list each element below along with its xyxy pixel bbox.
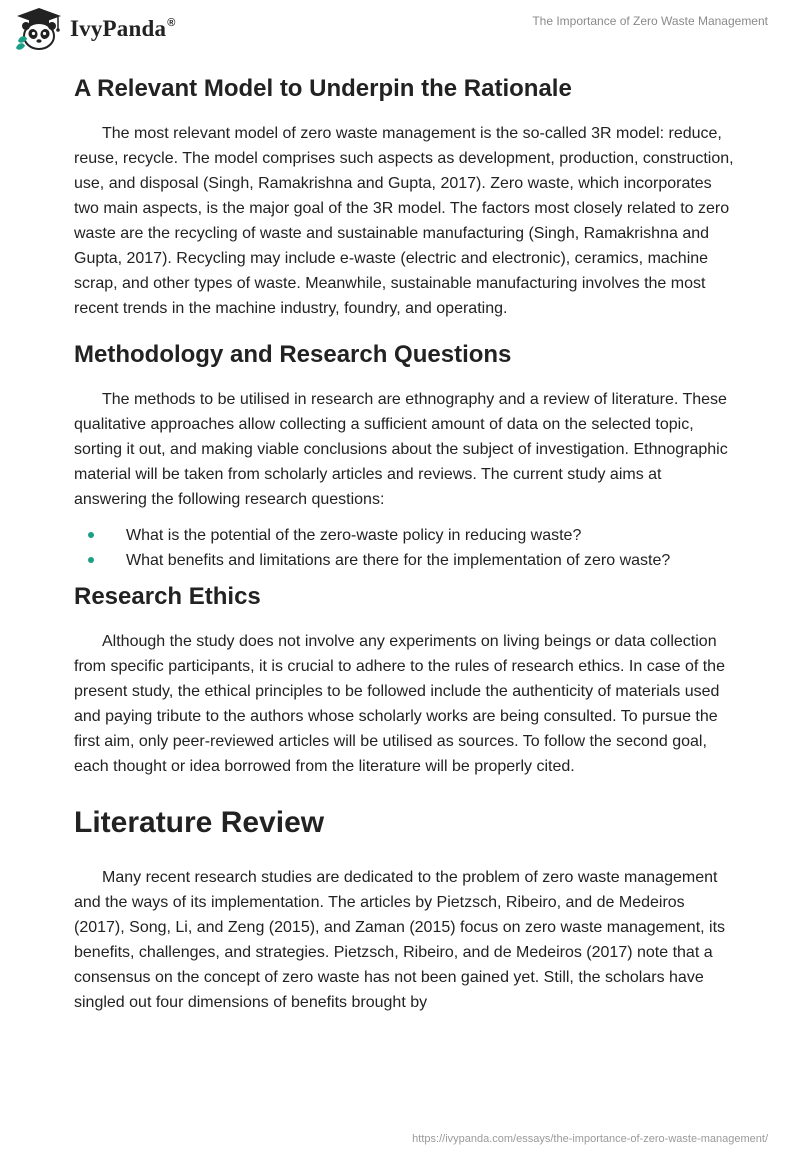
panda-graduate-icon <box>14 7 64 51</box>
logo-wordmark: IvyPanda® <box>70 16 176 41</box>
heading-methodology: Methodology and Research Questions <box>74 341 512 368</box>
paragraph-methodology: The methods to be utilised in research are ethnography and a review of literature. These qualitative approaches allow collecting a sufficient amount of data on the selected topic, sorting it out, and making viable conclusions about the subject of investigation. Ethnographic material will be taken from scholarly articles and reviews. The current study aims at answering the following research questions: <box>74 391 728 508</box>
list-item-text: What is the potential of the zero-waste policy in reducing waste? <box>126 527 582 544</box>
list-item-text: What benefits and limitations are there for the implementation of zero waste? <box>126 552 671 569</box>
heading-research-ethics: Research Ethics <box>74 583 261 610</box>
bullet-icon <box>88 557 94 563</box>
paragraph-research-ethics: Although the study does not involve any experiments on living beings or data collection from specific participants, it is crucial to adhere to the rules of research ethics. In case of the present study, the ethical principles to be followed include the authenticity of materials used and paying tribute to the authors whose scholarly works are being consulted. To pursue the first aim, only peer-reviewed articles will be utilised as sources. To follow the second goal, each thought or idea borrowed from the literature will be properly cited. <box>74 633 725 775</box>
page-header <box>0 0 800 64</box>
heading-literature-review: Literature Review <box>74 806 325 839</box>
paragraph-literature-review: Many recent research studies are dedicated to the problem of zero waste management and the ways of its implementation. The articles by Pietzsch, Ribeiro, and de Medeiros (2017), Song, Li, and Zeng (2015), and Zaman (2015) focus on zero waste management, its benefits, challenges, and strategies. Pietzsch, Ribeiro, and de Medeiros (2017) note that a consensus on the concept of zero waste has not been gained yet. Still, the scholars have singled out four dimensions of benefits brought by <box>74 869 726 1011</box>
ivypanda-logo[interactable] <box>14 7 176 51</box>
list-item <box>74 548 734 573</box>
list-item <box>74 523 734 548</box>
footer-url[interactable]: https://ivypanda.com/essays/the-importance-of-zero-waste-management/ <box>412 1133 768 1145</box>
document-title: The Importance of Zero Waste Management <box>532 14 768 28</box>
paragraph-relevant-model: The most relevant model of zero waste management is the so-called 3R model: reduce, reuse, recycle. The model comprises such aspects as development, production, construction, use, and disposal (Singh, Ramakrishna and Gupta, 2017). Zero waste, which incorporates two main aspects, is the major goal of the 3R model. The factors most closely related to zero waste are the recycling of waste and sustainable manufacturing (Singh, Ramakrishna and Gupta, 2017). Recycling may include e-waste (electric and electronic), ceramics, machine scrap, and other types of waste. Meanwhile, sustainable manufacturing involves the most recent trends in the machine industry, foundry, and operating. <box>74 125 734 317</box>
bullet-icon <box>88 532 94 538</box>
research-questions-list <box>74 523 734 573</box>
heading-relevant-model: A Relevant Model to Underpin the Rationale <box>74 75 572 102</box>
essay-content <box>74 70 734 1015</box>
